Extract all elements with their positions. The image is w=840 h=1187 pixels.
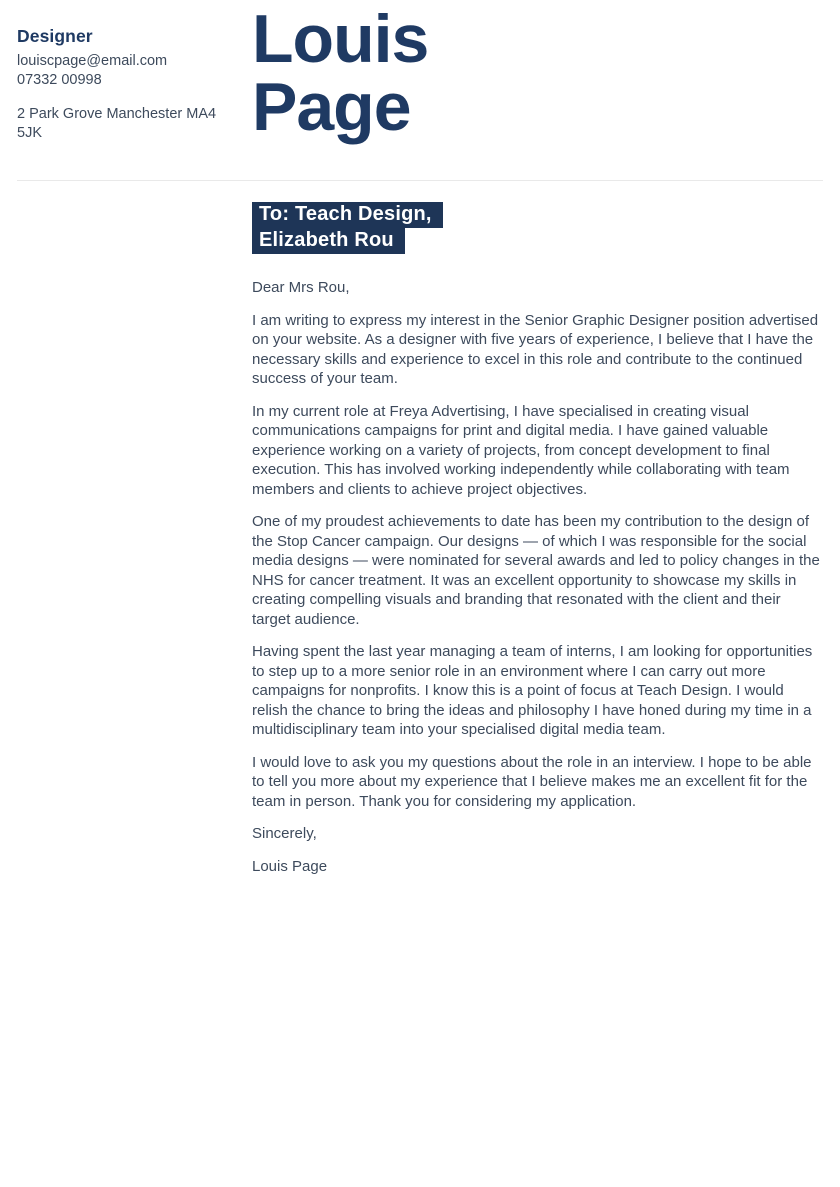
signature: Louis Page [252,857,328,875]
contact-block [17,52,252,90]
phone-text: 07332 00998 [17,72,102,88]
letter-paragraph: I am writing to express my interest in the Senior Graphic Designer position advertised on your website. As a designer with five years of experience, I believe that I have the necessary skills and experience to excel in this role and contribute to the continued success of your team. [252,311,819,387]
recipient-line-1: To: Teach Design, [252,202,443,228]
letter-paragraph: In my current role at Freya Advertising, I have specialised in creating visual communications campaigns for print and digital media. I have gained valuable experience working on a variety of projects, from concept development to final execution. This has involved working independently while collaborating with team members and clients to achieve project objectives. [252,402,790,498]
address-block [17,105,252,143]
address-line-1: 2 Park Grove Manchester MA4 [17,106,217,122]
recipient-line-2: Elizabeth Rou [252,228,405,254]
letter-paragraph: Having spent the last year managing a team of interns, I am looking for opportunities to step up to a more senior role in an environment where I can carry out more campaigns for nonprofits. I know this is a point of focus at Teach Design. I would relish the chance to bring the ideas and philosophy I have honed during my time in a multidisciplinary team into your specialised digital media team. [252,643,813,738]
letter-body [252,202,823,876]
applicant-last-name: Page [252,69,411,145]
header [0,0,840,143]
recipient-block [252,202,823,254]
contact-sidebar [17,12,252,143]
letter-paragraph: I would love to ask you my questions about the role in an interview. I hope to be able to tell you more about my experience that I believe makes me an excellent fit for the team in person. Thank you for considering my application. [252,753,812,810]
email-text: louiscpage@email.com [17,53,168,69]
header-divider [17,180,823,181]
applicant-first-name: Louis [252,1,429,77]
address-line-2: 5JK [17,125,42,141]
letter-paragraph: One of my proudest achievements to date has been my contribution to the design of the Stop Cancer campaign. Our designs — of which I was responsible for the social media designs — were nominated for several awards and led to policy changes in the NHS for cancer treatment. It was an excellent opportunity to showcase my skills in creating compelling visuals and branding that resonated with the client and their target audience. [252,513,820,628]
applicant-name [252,1,429,145]
salutation: Dear Mrs Rou, [252,279,350,296]
closing: Sincerely, [252,825,317,842]
job-title: Designer [17,26,93,46]
